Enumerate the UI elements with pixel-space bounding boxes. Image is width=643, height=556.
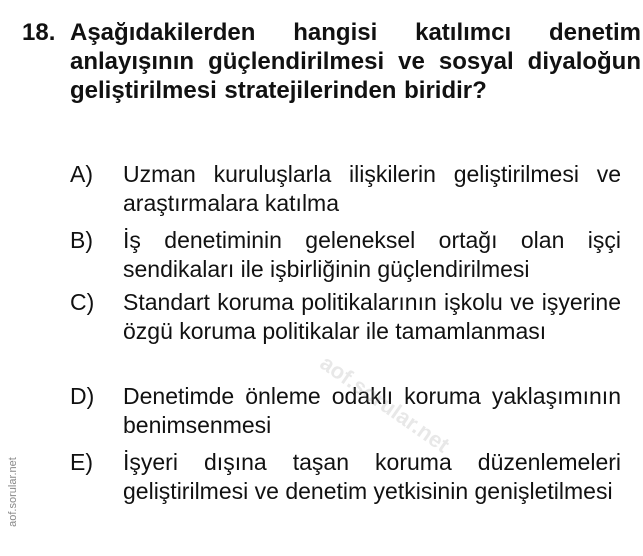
option-c-letter: C) xyxy=(70,289,95,315)
option-e-letter: E) xyxy=(70,449,93,475)
side-watermark-text: aof.sorular.net xyxy=(7,457,19,527)
option-e-text: İşyeri dışına taşan koruma düzenlemeleri geliştirilmesi ve denetim yetkisinin genişletilmesi xyxy=(123,449,621,504)
diagonal-watermark: aof.sorular.net xyxy=(315,350,455,458)
option-a-text: Uzman kuruluşlarla ilişkilerin geliştirilmesi ve araştırmalara katılma xyxy=(123,161,621,216)
option-c-text: Standart koruma politikalarının işkolu ve işyerine özgü koruma politikalar ile tamamlanması xyxy=(123,289,621,344)
option-b-text: İş denetiminin geleneksel ortağı olan işçi sendikaları ile işbirliğinin güçlendirilmesi xyxy=(123,227,621,282)
option-d-text: Denetimde önleme odaklı koruma yaklaşımının benimsenmesi xyxy=(123,383,621,438)
option-d-letter: D) xyxy=(70,383,95,409)
question-number: 18. xyxy=(22,19,56,46)
option-b-letter: B) xyxy=(70,227,93,253)
side-watermark xyxy=(2,438,19,548)
option-a-letter: A) xyxy=(70,161,93,187)
question-text: Aşağıdakilerden hangisi katılımcı denetim anlayışının güçlendirilmesi ve sosyal diyaloğun geliştirilmesi stratejilerinden biridir? xyxy=(70,19,641,104)
